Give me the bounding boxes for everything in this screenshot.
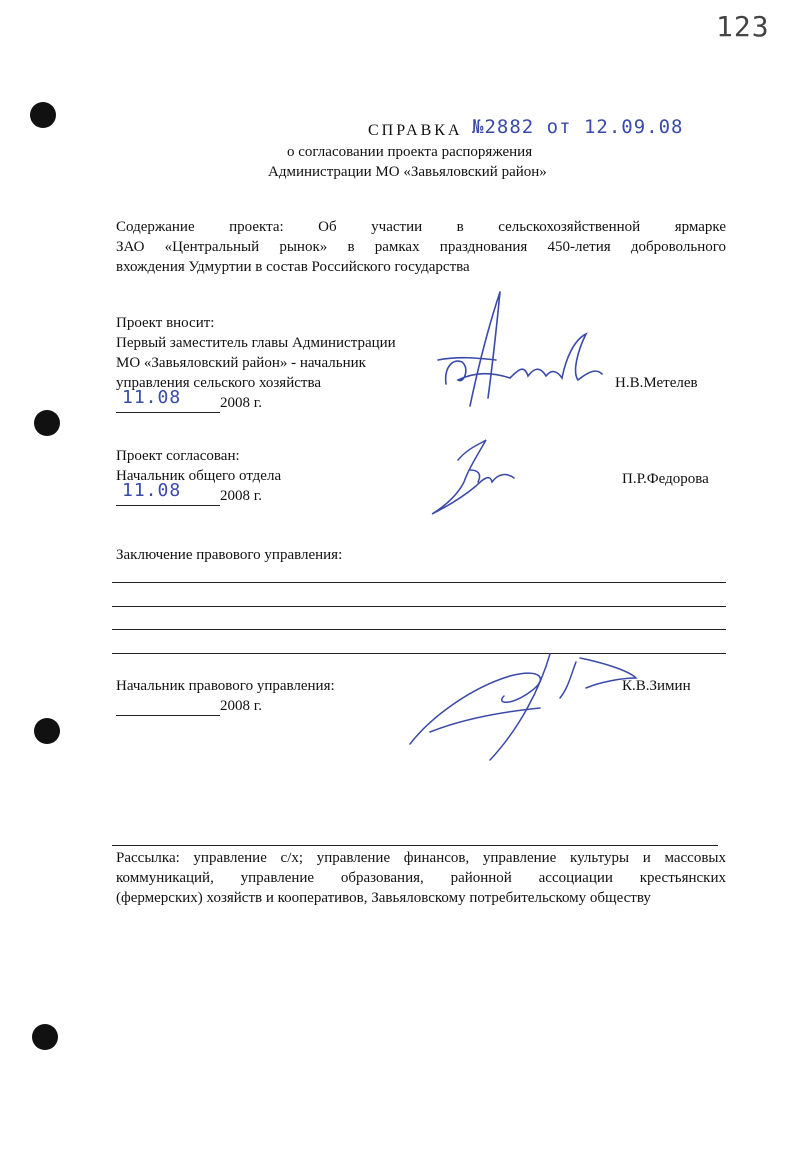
- document-header: [0, 116, 800, 180]
- agreed-date: [116, 480, 436, 506]
- signature-fedorova: [418, 430, 538, 520]
- conclusion-line: [112, 629, 726, 630]
- distribution-separator: [112, 845, 718, 846]
- date-year: 2008 г.: [220, 395, 262, 411]
- punch-hole: [34, 718, 60, 744]
- date-year: 2008 г.: [220, 488, 262, 504]
- conclusion-line: [112, 606, 726, 607]
- date-blank: [116, 699, 220, 716]
- agreed-block: [116, 446, 436, 506]
- date-year: 2008 г.: [220, 698, 262, 714]
- header-subtitle: о согласовании проекта распоряжения: [287, 144, 533, 160]
- handwritten-registration-number: №2882 от 12.09.08: [472, 116, 684, 138]
- handwritten-date: 11.08: [122, 480, 182, 501]
- distribution-list: [116, 848, 726, 908]
- legal-head-name: К.В.Зимин: [622, 678, 691, 694]
- document-title: СПРАВКА: [368, 122, 463, 139]
- legal-conclusion-label: Заключение правового управления:: [116, 547, 343, 563]
- agreed-label: Проект согласован:: [116, 448, 240, 464]
- submitter-position: МО «Завьяловский район» - начальник: [116, 355, 366, 371]
- content-line: Содержание проекта: Об участии в сельскохозяйственной ярмарке: [116, 219, 726, 235]
- legal-head-block: [116, 676, 416, 716]
- submitter-label: Проект вносит:: [116, 315, 215, 331]
- header-organization: Администрации МО «Завьяловский район»: [268, 164, 547, 180]
- submitter-position: Первый заместитель главы Администрации: [116, 335, 396, 351]
- conclusion-line: [112, 582, 726, 583]
- submitter-name: Н.В.Метелев: [615, 375, 698, 391]
- agreed-name: П.Р.Федорова: [622, 471, 709, 487]
- punch-hole: [34, 410, 60, 436]
- date-blank: [116, 387, 220, 413]
- submitter-position: управления сельского хозяйства: [116, 375, 321, 391]
- signature-metelev: [418, 288, 608, 418]
- page-number: 123: [716, 10, 770, 43]
- distribution-line: Рассылка: управление с/х; управление финансов, управление культуры и массовых: [116, 850, 726, 866]
- signature-zimin: [400, 648, 640, 768]
- date-blank: [116, 480, 220, 506]
- handwritten-date: 11.08: [122, 387, 182, 408]
- legal-head-position: Начальник правового управления:: [116, 678, 335, 694]
- content-line: вхождения Удмуртии в состав Российского государства: [116, 259, 470, 275]
- submitter-block: [116, 313, 436, 413]
- distribution-line: (фермерских) хозяйств и кооперативов, Завьяловскому потребительскому обществу: [116, 890, 651, 906]
- punch-hole: [32, 1024, 58, 1050]
- submitter-date: [116, 387, 436, 413]
- content-line: ЗАО «Центральный рынок» в рамках празднования 450-летия добровольного: [116, 239, 726, 255]
- legal-date: [116, 696, 416, 716]
- agreed-position: Начальник общего отдела: [116, 468, 282, 484]
- distribution-line: коммуникаций, управление образования, районной ассоциации крестьянских: [116, 870, 726, 886]
- project-content: [116, 217, 726, 277]
